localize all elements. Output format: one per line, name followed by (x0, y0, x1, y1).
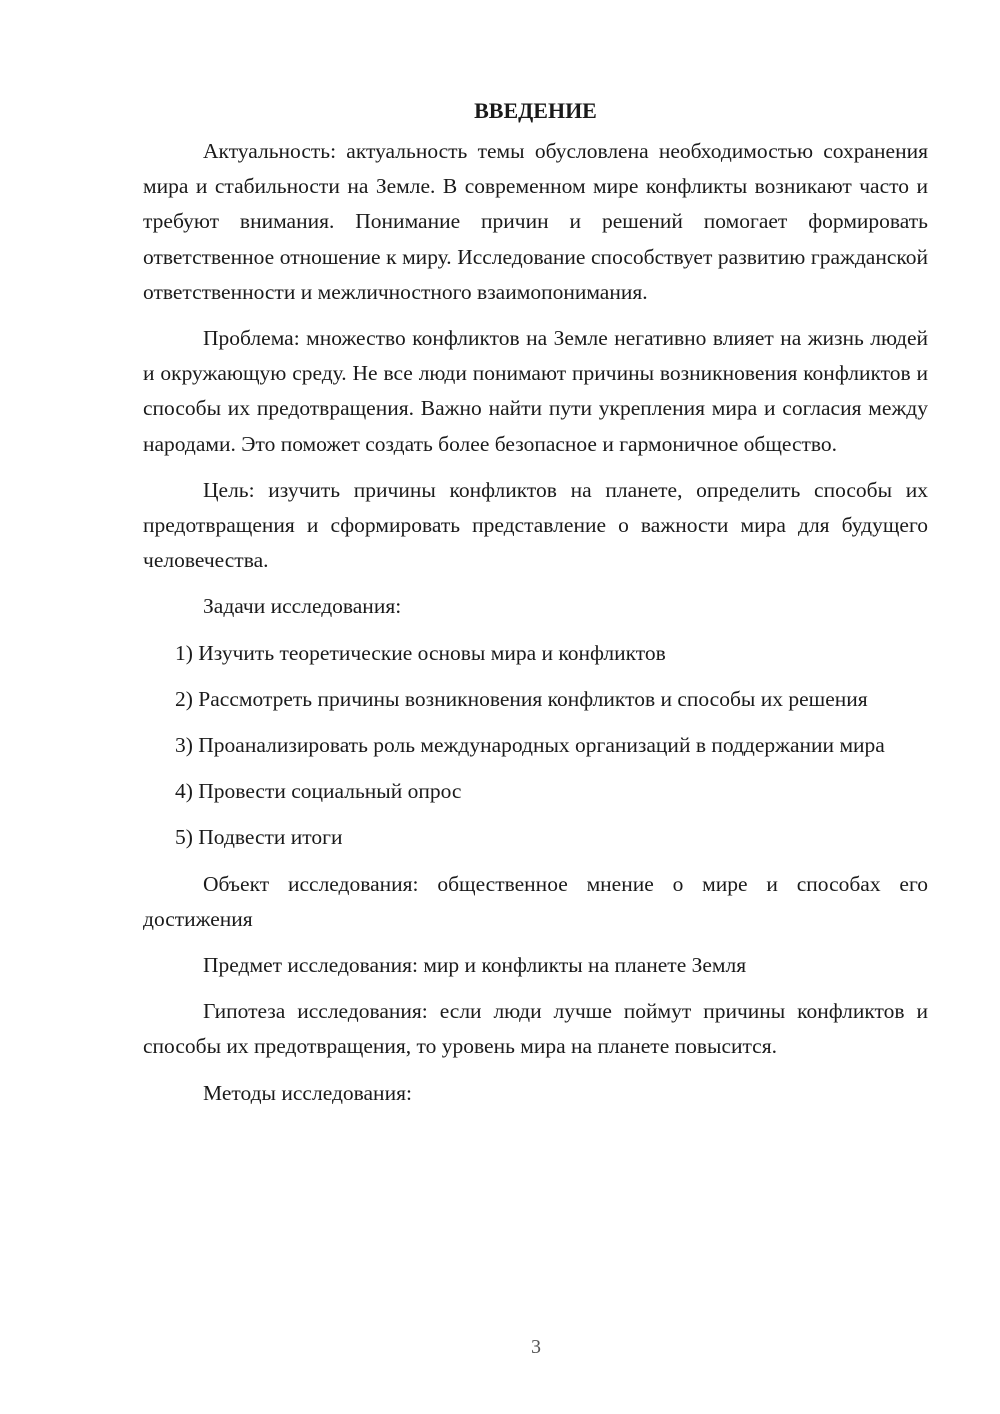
research-object-paragraph: Объект исследования: общественное мнение о мире и способах его достижения (143, 871, 928, 931)
task-item-3: 3) Проанализировать роль международных организаций в поддержании мира (175, 733, 885, 758)
task-item-4: 4) Провести социальный опрос (175, 779, 462, 804)
research-subject-paragraph: Предмет исследования: мир и конфликты на планете Земля (203, 953, 747, 978)
problem-paragraph: Проблема: множество конфликтов на Земле негативно влияет на жизнь людей и окружающую среду. Не все люди понимают причины возникновения конфликтов и способы их предотвращения. Важно найти пути укрепления мира и согласия между народами. Это поможет создать более безопасное и гармоничное общество. (143, 326, 928, 456)
relevance-paragraph: Актуальность: актуальность темы обусловлена необходимостью сохранения мира и стабильности на Земле. В современном мире конфликты возникают часто и требуют внимания. Понимание причин и решений помогает формировать ответственное отношение к миру. Исследование способствует развитию гражданской ответственности и межличностного взаимопонимания. (143, 139, 928, 304)
tasks-heading: Задачи исследования: (203, 594, 402, 619)
page-content (143, 96, 928, 1122)
goal-paragraph: Цель: изучить причины конфликтов на планете, определить способы их предотвращения и сформировать представление о важности мира для будущего человечества. (143, 477, 928, 573)
hypothesis-paragraph: Гипотеза исследования: если люди лучше поймут причины конфликтов и способы их предотвращения, то уровень мира на планете повысится. (143, 999, 928, 1059)
page-number: 3 (531, 1336, 541, 1358)
task-item-1: 1) Изучить теоретические основы мира и конфликтов (175, 640, 666, 665)
section-title: ВВЕДЕНИЕ (474, 98, 597, 123)
methods-heading: Методы исследования: (203, 1080, 412, 1105)
task-item-2: 2) Рассмотреть причины возникновения конфликтов и способы их решения (175, 686, 868, 711)
task-item-5: 5) Подвести итоги (175, 825, 343, 850)
